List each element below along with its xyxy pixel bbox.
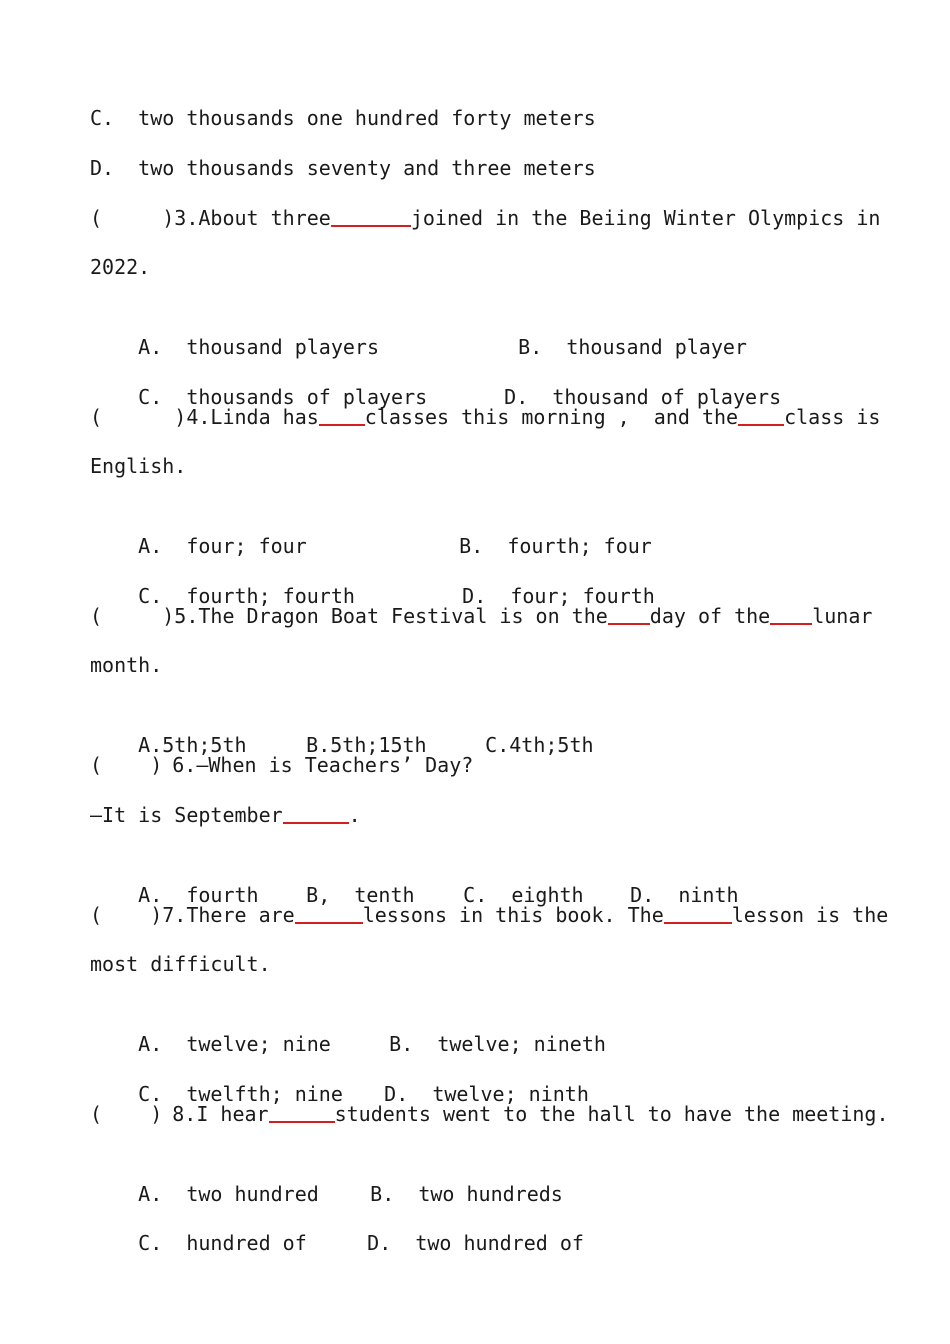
q4-question (90, 402, 881, 432)
q3-question (90, 203, 881, 233)
q3-options-cd (90, 352, 782, 409)
q3-option-d: D. thousand of players (504, 385, 782, 409)
question-number: 6. (172, 753, 197, 777)
q7-option-b: B. twelve; nineth (389, 1032, 606, 1056)
q8-options-cd (90, 1198, 584, 1255)
q4-option-d: D. four; fourth (462, 584, 655, 608)
answer-blank (664, 902, 732, 924)
q6-options (90, 850, 739, 907)
q8-options-ab (90, 1149, 563, 1206)
q3-option-a: A. thousand players (138, 335, 379, 359)
q3-question-cont: 2022. (90, 255, 151, 279)
q5-options (90, 700, 594, 757)
answer-blank (770, 603, 812, 625)
answer-blank (283, 802, 349, 824)
q4-options-cd (90, 551, 655, 608)
question-text: I hear students went to the hall to have the meeting. (196, 1102, 889, 1126)
question-text: The Dragon Boat Festival is on the day of the lunar (198, 604, 873, 628)
q7-options-ab (90, 999, 606, 1056)
answer-paren: ( ) (90, 753, 163, 777)
q6-answer-line: —It is September . (90, 803, 361, 827)
q4-option-c: C. fourth; fourth (138, 584, 355, 608)
q5-question-cont: month. (90, 653, 163, 677)
q7-question-cont: most difficult. (90, 952, 271, 976)
q2-option-c: C. two thousands one hundred forty meters (90, 106, 596, 130)
q3-options-ab (90, 302, 747, 359)
q4-option-a: A. four; four (138, 534, 307, 558)
q6-option-b: B, tenth (306, 883, 415, 907)
answer-blank (319, 404, 365, 426)
q4-options-ab (90, 501, 652, 558)
answer-paren: ( ) (90, 206, 175, 230)
q6-option-d: D. ninth (630, 883, 739, 907)
q7-options-cd (90, 1049, 589, 1106)
q4-question-cont: English. (90, 454, 187, 478)
question-text: There are lessons in this book. The lesson is the (186, 903, 889, 927)
answer-blank (269, 1101, 335, 1123)
q5-question (90, 601, 873, 631)
q5-option-a: A.5th;5th (138, 733, 247, 757)
q4-option-b: B. fourth; four (459, 534, 652, 558)
q8-option-b: B. two hundreds (370, 1182, 563, 1206)
answer-blank (738, 404, 784, 426)
question-text: About three joined in the Beiing Winter Olympics in (198, 206, 881, 230)
question-number: 7. (162, 903, 187, 927)
question-number: 4. (186, 405, 211, 429)
answer-blank (608, 603, 650, 625)
q2-option-d: D. two thousands seventy and three meters (90, 156, 596, 180)
question-number: 8. (172, 1102, 197, 1126)
q8-option-d: D. two hundred of (367, 1231, 584, 1255)
answer-blank (331, 205, 411, 227)
answer-paren: ( ) (90, 903, 163, 927)
question-number: 5. (174, 604, 199, 628)
q7-option-c: C. twelfth; nine (138, 1082, 343, 1106)
q7-option-d: D. twelve; ninth (384, 1082, 589, 1106)
q8-option-c: C. hundred of (138, 1231, 307, 1255)
answer-paren: ( ) (90, 1102, 163, 1126)
answer-paren: ( ) (90, 604, 175, 628)
q6-option-c: C. eighth (463, 883, 584, 907)
q7-question (90, 900, 889, 930)
q3-option-b: B. thousand player (518, 335, 747, 359)
question-text: —When is Teachers’ Day? (196, 753, 474, 777)
question-number: 3. (174, 206, 199, 230)
q3-option-c: C. thousands of players (138, 385, 428, 409)
answer-paren: ( ) (90, 405, 187, 429)
answer-blank (295, 902, 363, 924)
q5-option-c: C.4th;5th (485, 733, 594, 757)
question-text: Linda has classes this morning , and the class is (210, 405, 881, 429)
q5-option-b: B.5th;15th (306, 733, 427, 757)
q6-question (90, 750, 473, 780)
q7-option-a: A. twelve; nine (138, 1032, 331, 1056)
q8-option-a: A. two hundred (138, 1182, 319, 1206)
q6-option-a: A. fourth (138, 883, 259, 907)
q8-question (90, 1099, 888, 1129)
